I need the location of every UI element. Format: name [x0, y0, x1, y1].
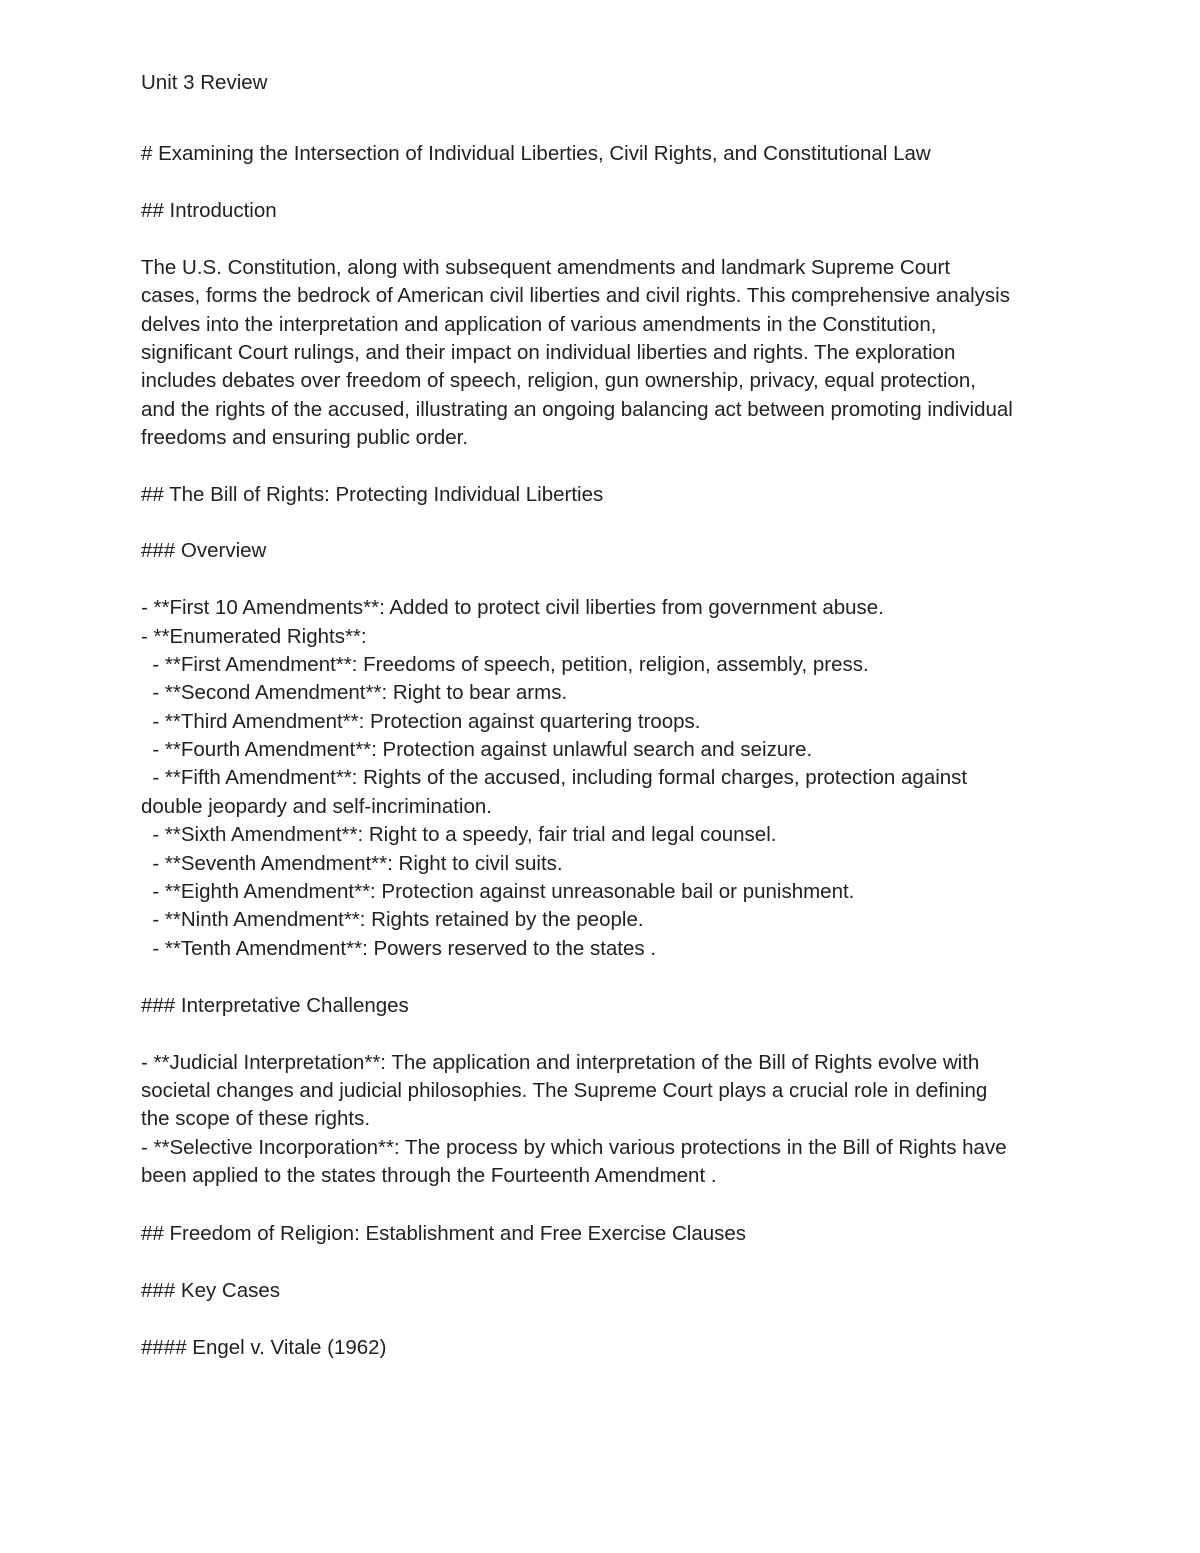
list-item: - **Tenth Amendment**: Powers reserved to the states . — [141, 937, 657, 960]
document-title: Unit 3 Review — [141, 71, 268, 94]
list-item-continuation: the scope of these rights. — [141, 1107, 371, 1130]
intro-paragraph-line: cases, forms the bedrock of American civil liberties and civil rights. This comprehensive analysis — [141, 284, 1010, 307]
list-item-continuation: been applied to the states through the Fourteenth Amendment . — [141, 1164, 717, 1187]
heading-overview: ### Overview — [141, 539, 267, 562]
list-item: - **Selective Incorporation**: The process by which various protections in the Bill of Rights have — [141, 1136, 1007, 1159]
list-item: - **Ninth Amendment**: Rights retained by the people. — [141, 908, 644, 931]
list-item-continuation: societal changes and judicial philosophies. The Supreme Court plays a crucial role in defining — [141, 1079, 988, 1102]
heading-interpretative-challenges: ### Interpretative Challenges — [141, 994, 409, 1017]
intro-paragraph-line: significant Court rulings, and their impact on individual liberties and rights. The exploration — [141, 341, 956, 364]
heading-key-cases: ### Key Cases — [141, 1279, 281, 1302]
heading-case-engel-v-vitale: #### Engel v. Vitale (1962) — [141, 1336, 387, 1359]
list-item: - **Eighth Amendment**: Protection against unreasonable bail or punishment. — [141, 880, 855, 903]
intro-paragraph-line: freedoms and ensuring public order. — [141, 426, 469, 449]
list-item: - **Second Amendment**: Right to bear arms. — [141, 681, 568, 704]
list-item: - **Sixth Amendment**: Right to a speedy, fair trial and legal counsel. — [141, 823, 777, 846]
list-item: - **Fifth Amendment**: Rights of the accused, including formal charges, protection against — [141, 766, 968, 789]
heading-freedom-of-religion: ## Freedom of Religion: Establishment and Free Exercise Clauses — [141, 1222, 747, 1245]
list-item-continuation: double jeopardy and self-incrimination. — [141, 795, 492, 818]
heading-introduction: ## Introduction — [141, 199, 277, 222]
intro-paragraph-line: The U.S. Constitution, along with subsequent amendments and landmark Supreme Court — [141, 256, 951, 279]
intro-paragraph-line: includes debates over freedom of speech, religion, gun ownership, privacy, equal protection, — [141, 369, 976, 392]
list-item: - **Third Amendment**: Protection against quartering troops. — [141, 710, 701, 733]
intro-paragraph-line: and the rights of the accused, illustrating an ongoing balancing act between promoting individual — [141, 398, 1013, 421]
list-item: - **First Amendment**: Freedoms of speech, petition, religion, assembly, press. — [141, 653, 869, 676]
list-item: - **Judicial Interpretation**: The application and interpretation of the Bill of Rights evolve with — [141, 1051, 980, 1074]
list-item: - **Seventh Amendment**: Right to civil suits. — [141, 852, 563, 875]
heading-bill-of-rights: ## The Bill of Rights: Protecting Individual Liberties — [141, 483, 604, 506]
list-item: - **Enumerated Rights**: — [141, 625, 367, 648]
list-item: - **First 10 Amendments**: Added to protect civil liberties from government abuse. — [141, 596, 884, 619]
list-item: - **Fourth Amendment**: Protection against unlawful search and seizure. — [141, 738, 813, 761]
intro-paragraph-line: delves into the interpretation and application of various amendments in the Constitution, — [141, 313, 937, 336]
heading-main: # Examining the Intersection of Individual Liberties, Civil Rights, and Constitutional Law — [141, 142, 931, 165]
